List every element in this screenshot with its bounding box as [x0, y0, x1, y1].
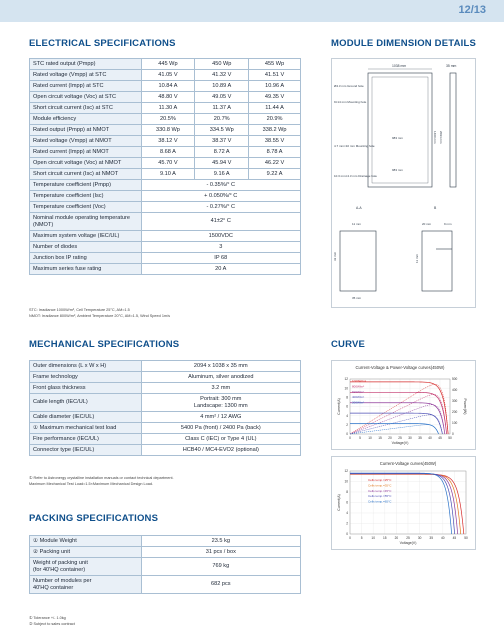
x-tick-label: 45 — [438, 436, 442, 440]
row-label: Short circuit current (Isc) at NMOT — [30, 169, 142, 180]
row-label: Fire performance (IEC/UL) — [30, 434, 142, 445]
mechanical-note-1: ① Refer to Astronergy crystalline installation manuals or contact technical department. — [29, 476, 174, 480]
legend-entry: Cells temp.=45°C — [368, 488, 392, 493]
table-row — [30, 231, 301, 242]
legend-entry: Cells temp.=25°C — [368, 478, 392, 482]
packing-note-1: ① Tolerance +/- 1.0kg — [29, 616, 66, 620]
y-tick-label: 0 — [346, 532, 348, 537]
row-label: ① Maximum mechanical test load — [30, 423, 142, 434]
stc-note: STC: Irradiance 1000W/m², Cell Temperature 25°C, AM=1.5 — [29, 308, 130, 312]
table-row — [30, 147, 301, 158]
chart-title: Current-Voltage & Power-Voltage curves(450W) — [355, 365, 445, 370]
legend-entry: 200W/m² — [352, 400, 365, 405]
dim-sec-width: 11 mm — [352, 222, 361, 226]
row-label: Front glass thickness — [30, 383, 142, 394]
row-value: 450 Wp — [195, 59, 249, 70]
table-row — [30, 136, 301, 147]
row-label: Temperature coefficient (Isc) — [30, 191, 142, 202]
row-value: 41.05 V — [141, 70, 195, 81]
dim-section-a: A-A — [356, 206, 362, 210]
dim-sec-height: 32 mm — [333, 251, 337, 261]
y-tick-label: 10 — [344, 386, 348, 391]
row-value: 330.8 Wp — [141, 125, 195, 136]
dim-sec-b2: 9 mm — [444, 222, 452, 226]
row-value: 11.30 A — [141, 103, 195, 114]
pv-series-line — [350, 425, 438, 434]
row-value: 11.37 A — [195, 103, 249, 114]
x-tick-label: 35 — [418, 436, 422, 440]
table-row — [30, 558, 301, 576]
row-value: 48.80 V — [141, 92, 195, 103]
curve-chart-2 — [331, 456, 476, 550]
row-value: Portrait: 300 mm Landscape: 1300 mm — [141, 394, 300, 412]
packing-title: PACKING SPECIFICATIONS — [29, 513, 159, 524]
y2-tick-label: 100 — [452, 421, 458, 426]
table-row — [30, 213, 301, 231]
table-row — [30, 242, 301, 253]
x-tick-label: 0 — [349, 536, 351, 540]
dim-inner-a: 983 mm — [392, 136, 403, 140]
y-tick-label: 2 — [346, 521, 348, 526]
legend-entry: Cells temp.=55°C — [368, 494, 392, 499]
x-tick-label: 10 — [368, 436, 372, 440]
row-value: 11.44 A — [249, 103, 301, 114]
table-row — [30, 434, 301, 445]
x-axis-label: Voltage(V) — [399, 541, 417, 545]
row-value: 20.9% — [249, 114, 301, 125]
x-tick-label: 5 — [360, 536, 363, 540]
row-value: IP 68 — [141, 253, 300, 264]
table-row — [30, 412, 301, 423]
row-label: Rated voltage (Vmpp) at NMOT — [30, 136, 142, 147]
y-tick-label: 2 — [346, 423, 348, 428]
iv-series-line — [350, 474, 461, 534]
row-label: Open circuit voltage (Voc) at NMOT — [30, 158, 142, 169]
x-tick-label: 15 — [378, 436, 382, 440]
y2-tick-label: 500 — [452, 377, 458, 382]
iv-pv-chart — [332, 361, 477, 451]
page-number: 12/13 — [458, 4, 486, 16]
dimension-drawing — [331, 58, 476, 308]
curve-chart-1 — [331, 360, 476, 450]
row-value: Aluminum, silver anodized — [141, 372, 300, 383]
y-tick-label: 8 — [346, 490, 348, 495]
x-tick-label: 20 — [388, 436, 392, 440]
row-value: 10.84 A — [141, 81, 195, 92]
iv-temp-chart — [332, 457, 477, 551]
y2-tick-label: 300 — [452, 399, 458, 404]
x-tick-label: 5 — [359, 436, 361, 440]
table-row — [30, 81, 301, 92]
row-value: 10.96 A — [249, 81, 301, 92]
row-value: 682 pcs — [141, 576, 300, 594]
row-value: + 0.050%/° C — [141, 191, 300, 202]
row-value: 9.22 A — [249, 169, 301, 180]
row-value: 20 A — [141, 264, 300, 275]
electrical-table — [29, 58, 301, 275]
y-tick-label: 6 — [346, 500, 348, 505]
y-axis-label: Current(A) — [337, 494, 341, 511]
row-value: 334.5 Wp — [195, 125, 249, 136]
row-value: 23.5 kg — [141, 536, 300, 547]
row-label: Rated current (Impp) at NMOT — [30, 147, 142, 158]
row-value: 38.12 V — [141, 136, 195, 147]
row-label: Junction box IP rating — [30, 253, 142, 264]
packing-note-2: ② Subject to sales contract — [29, 622, 75, 626]
table-row — [30, 423, 301, 434]
table-row — [30, 394, 301, 412]
y2-tick-label: 400 — [452, 388, 458, 393]
x-tick-label: 50 — [448, 436, 452, 440]
row-value: Class C (IEC) or Type 4 (UL) — [141, 434, 300, 445]
dim-ground-hole: Ø4.3 mm Ground hole — [334, 84, 364, 88]
row-value: 45.94 V — [195, 158, 249, 169]
x-tick-label: 25 — [406, 536, 410, 540]
row-value: 9.16 A — [195, 169, 249, 180]
row-value: 46.22 V — [249, 158, 301, 169]
row-label: Temperature coefficient (Pmpp) — [30, 180, 142, 191]
dim-inner-b: 983 mm — [392, 168, 403, 172]
x-tick-label: 50 — [464, 536, 468, 540]
table-row — [30, 158, 301, 169]
row-label: Module efficiency — [30, 114, 142, 125]
x-tick-label: 30 — [408, 436, 412, 440]
row-label: Maximum system voltage (IEC/UL) — [30, 231, 142, 242]
table-row — [30, 180, 301, 191]
table-row — [30, 383, 301, 394]
row-value: 4 mm² / 12 AWG — [141, 412, 300, 423]
table-row — [30, 59, 301, 70]
dim-frame-depth: 35 mm — [446, 64, 457, 68]
x-tick-label: 15 — [383, 536, 387, 540]
row-value: 31 pcs / box — [141, 547, 300, 558]
y-axis-label: Current(A) — [337, 398, 341, 415]
row-label: ① Module Weight — [30, 536, 142, 547]
row-value: 8.72 A — [195, 147, 249, 158]
legend-entry: Cells temp.=65°C — [368, 499, 392, 504]
y-tick-label: 4 — [346, 413, 348, 418]
dim-mount-hole-2: 4.7 mm×10 mm Mounting hole — [334, 144, 375, 148]
table-row — [30, 169, 301, 180]
table-row — [30, 264, 301, 275]
iv-series-line — [350, 473, 455, 534]
packing-table — [29, 535, 301, 594]
row-value: 41.51 V — [249, 70, 301, 81]
row-value: 3 — [141, 242, 300, 253]
x-tick-label: 40 — [441, 536, 445, 540]
row-value: 9.10 A — [141, 169, 195, 180]
iv-series-line — [350, 474, 458, 534]
mechanical-table — [29, 360, 301, 456]
dim-section-b: B — [434, 206, 437, 210]
x-tick-label: 35 — [429, 536, 433, 540]
row-value: - 0.27%/° C — [141, 202, 300, 213]
row-label: Cable diameter (IEC/UL) — [30, 412, 142, 423]
row-value: 1500VDC — [141, 231, 300, 242]
table-row — [30, 114, 301, 125]
row-value: 45.70 V — [141, 158, 195, 169]
y-tick-label: 6 — [346, 404, 348, 409]
row-label: Frame technology — [30, 372, 142, 383]
table-row — [30, 372, 301, 383]
dim-height-a: 2094 mm — [439, 131, 443, 144]
legend-entry: 1000W/m² — [352, 379, 366, 383]
row-label: Temperature coefficient (Voc) — [30, 202, 142, 213]
row-value: 3.2 mm — [141, 383, 300, 394]
row-value: 49.35 V — [249, 92, 301, 103]
row-value: - 0.35%/° C — [141, 180, 300, 191]
dim-top-width: 1038 mm — [392, 64, 407, 68]
table-row — [30, 445, 301, 456]
row-value: 5400 Pa (front) / 2400 Pa (back) — [141, 423, 300, 434]
row-label: Number of diodes — [30, 242, 142, 253]
row-value: 445 Wp — [141, 59, 195, 70]
x-tick-label: 40 — [428, 436, 432, 440]
row-label: Rated voltage (Vmpp) at STC — [30, 70, 142, 81]
row-label: Short circuit current (Isc) at STC — [30, 103, 142, 114]
dim-height-b: 1400 mm — [433, 131, 437, 144]
row-label: STC rated output (Pmpp) — [30, 59, 142, 70]
row-value: 8.68 A — [141, 147, 195, 158]
row-value: 455 Wp — [249, 59, 301, 70]
chart-title: Current-Voltage curves(450W) — [379, 461, 437, 466]
row-value: 338.2 Wp — [249, 125, 301, 136]
table-row — [30, 92, 301, 103]
legend-entry: 800W/m² — [352, 384, 365, 389]
table-row — [30, 70, 301, 81]
table-row — [30, 202, 301, 213]
iv-series-line — [350, 473, 452, 534]
row-label: Open circuit voltage (Voc) at STC — [30, 92, 142, 103]
row-value: 8.78 A — [249, 147, 301, 158]
x-tick-label: 20 — [394, 536, 399, 540]
row-label: Weight of packing unit (for 40'HQ container) — [30, 558, 142, 576]
y-tick-label: 0 — [346, 432, 348, 437]
y2-tick-label: 200 — [452, 410, 458, 415]
table-row — [30, 547, 301, 558]
legend-entry: 600W/m² — [352, 389, 365, 394]
row-value: 41.32 V — [195, 70, 249, 81]
row-value: 2094 x 1038 x 35 mm — [141, 361, 300, 372]
x-axis-label: Voltage(V) — [391, 441, 409, 445]
dim-mount-hole: 9×14 mm Mounting hole — [334, 100, 367, 104]
dim-sec-depth: 35 mm — [352, 296, 362, 300]
dimension-title: MODULE DIMENSION DETAILS — [331, 38, 477, 49]
x-tick-label: 30 — [417, 536, 422, 540]
table-row — [30, 125, 301, 136]
row-value: 769 kg — [141, 558, 300, 576]
table-row — [30, 576, 301, 594]
dim-sec-b3: 11 mm — [415, 254, 419, 263]
nmot-note: NMOT: Irradiance 800W/m², Ambient Temperature 20°C, AM=1.5, Wind Speed 1m/s — [29, 314, 171, 318]
y-tick-label: 10 — [344, 479, 348, 484]
table-row — [30, 103, 301, 114]
dim-drain-hole: 10.3 mm×4.3 mm Drainage hole — [334, 174, 377, 178]
table-row — [30, 536, 301, 547]
table-row — [30, 191, 301, 202]
y2-tick-label: 0 — [452, 432, 454, 437]
x-tick-label: 45 — [452, 536, 457, 540]
row-value: HCB40 / MC4-EVO2 (optional) — [141, 445, 300, 456]
row-label: Rated current (Impp) at STC — [30, 81, 142, 92]
row-label: Cable length (IEC/UL) — [30, 394, 142, 412]
row-value: 20.5% — [141, 114, 195, 125]
y2-axis-label: Power(W) — [463, 398, 467, 415]
row-value: 10.89 A — [195, 81, 249, 92]
top-bar — [0, 0, 504, 22]
row-label: Number of modules per 40'HQ container — [30, 576, 142, 594]
x-tick-label: 0 — [349, 436, 351, 440]
x-tick-label: 25 — [398, 436, 402, 440]
row-label: Outer dimensions (L x W x H) — [30, 361, 142, 372]
curve-title: CURVE — [331, 339, 366, 350]
mechanical-title: MECHANICAL SPECIFICATIONS — [29, 339, 180, 350]
mechanical-note-2: Maximum Mechanical Test Load=1.5×Maximum Mechanical Design Load. — [29, 482, 154, 486]
legend-entry: 400W/m² — [352, 395, 365, 400]
legend-entry: Cells temp.=35°C — [368, 483, 392, 488]
y-tick-label: 12 — [344, 469, 348, 474]
row-value: 49.05 V — [195, 92, 249, 103]
table-row — [30, 361, 301, 372]
y-tick-label: 12 — [344, 377, 348, 382]
row-label: Maximum series fuse rating — [30, 264, 142, 275]
dim-sec-b1: 20 mm — [422, 222, 432, 226]
row-label: Nominal module operating temperature (NMOT) — [30, 213, 142, 231]
y-tick-label: 8 — [346, 395, 348, 400]
row-label: Connector type (IEC/UL) — [30, 445, 142, 456]
y-tick-label: 4 — [346, 511, 348, 516]
x-tick-label: 10 — [371, 536, 375, 540]
row-value: 38.37 V — [195, 136, 249, 147]
row-value: 38.55 V — [249, 136, 301, 147]
row-label: ② Packing unit — [30, 547, 142, 558]
row-value: 41±2° C — [141, 213, 300, 231]
row-label: Rated output (Pmpp) at NMOT — [30, 125, 142, 136]
electrical-title: ELECTRICAL SPECIFICATIONS — [29, 38, 176, 49]
row-value: 20.7% — [195, 114, 249, 125]
table-row — [30, 253, 301, 264]
